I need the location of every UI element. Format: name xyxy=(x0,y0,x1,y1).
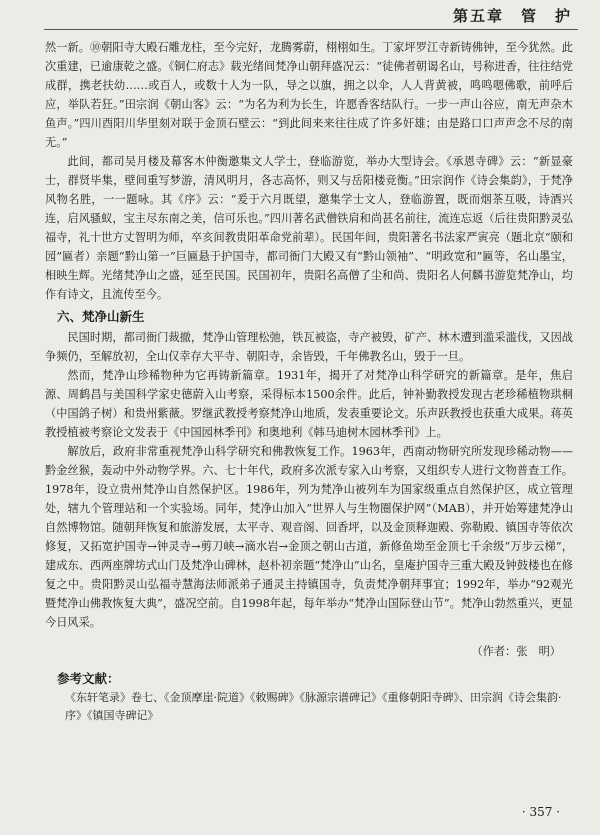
body-paragraph: 民国时期，都司衙门裁撤，梵净山管理松弛，铁瓦被盗，寺产被毁，矿产、林木遭到滥采滥伐，又因战争频仍，至解放初，全山仅幸存大平寺、朝阳寺，余皆毁，千年佛教名山，毁于一旦。 xyxy=(45,331,573,363)
page-number: · 357 · xyxy=(521,805,560,819)
body-paragraph: 然而，梵净山珍稀物种为它再铸新篇章。1931年，揭开了对梵净山科学研究的新篇章。是年，焦启源、周鹤昌与美国科学家史德蔚入山考察，采得标本1500余件。此后，钟补勤教授发现古老珍稀植物珙桐（中国鸽子树）和贵州紫薇。罗继武教授考察梵净山地质，发表重要论文。乐声跃教授也获重大成果。蒋英教授植被考察论文发表于《中国园林季刊》和奥地利《韩马迪树木园林季刊》上。 xyxy=(45,369,573,439)
body-paragraph: 解放后，政府非常重视梵净山科学研究和佛教恢复工作。1963年，西南动物研究所发现珍稀动物——黔金丝猴，轰动中外动物学界。六、七十年代，政府多次派专家入山考察，又组织专人进行文物普查工作。1978年，设立贵州梵净山自然保护区。1986年，列为梵净山被列车为国家级重点自然保护区，成立管理处，辖九个管理站和一个实验场。同年，梵净山加入“世界人与生物圈保护网”（MAB），并开始筹建梵净山自然博物馆。随朝拜恢复和旅游发展，太平寺、观音阁、回香坪，以及金顶释迦殿、弥勒殿、镇国寺等依次修复，又拓宽护国寺→钟灵寺→剪刀峡→滴水岩→金顶之朝山古道，新修鱼坳至金顶七千余级“万步云梯”，建成东、西两座牌坊式山门及梵净山碑林，赵朴初亲题“梵净山”山名，皇庵护国寺三重大殿及钟鼓楼也在修复之中。贵阳黔灵山弘福寺慧海法师派弟子通灵主持镇国寺，负责梵净朝拜事宜；1992年，举办“92观光暨梵净山佛教恢复大典”，盛况空前。自1998年起，每年举办“梵净山国际登山节”。梵净山勃然重兴，更显今日风采。 xyxy=(45,445,573,629)
body-paragraph: 然一新。⑩朝阳寺大殿石雕龙柱，至今完好，龙腾雾蔚，栩栩如生。丁家坪罗江寺新铸佛钟，至今犹然。此次重建，已逾康乾之盛。《铜仁府志》载光绪间梵净山朝拜盛况云：“徒佛者朝谒名山，号称进香，往往结党成群，携老扶幼……或百人，或数十人为一队，导之以旗，拥之以伞，人人背黄被，鸣鸣嗯佛歌，前呼后应，举队若狂。”田宗润《朝山客》云：“为名为利为长生，许愿香客结队行。一步一声山谷应，南无声杂木鱼声。”四川酉阳川华里刻对联于金顶石壁云：“到此间来来往往成了许多奸雄；由是路口口声声念不尽的南无。” xyxy=(45,41,573,149)
body-paragraph: 此间，都司吴月楼及幕客木仲衡邀集文人学士，登临游览，举办大型诗会。《承恩寺碑》云：“新显豪士，群贤毕集，壁间重写梦游，清风明月，各志高怀，则又与岳阳楼竞衡。”田宗润作《诗会集韵》，于梵净风物名胜，一一题咏。其《序》云：“爰于六月既望，邀集学士文人，登临游置，既而烟茶互吸，诗酒兴连，启风骚蚁，宝主尽东南之美，信可乐也。”四川著名武僧铁肩和尚甚名前往，流连忘返（后往贵阳黔灵弘福寺，礼十世方丈智明为师，卒亥间教贵阳革命党前辈）。民国年间，贵阳著名书法家严寅亮（题北京“颐和园”匾者）亲题“黔山第一”巨匾悬于护国寺，都司衙门大殿又有“黔山领袖”、“明政宽和”匾等，名山墨宝，相映生辉。光绪梵净山之盛，延至民国。民国初年，贵阳名高僧了尘和尚、贵阳名人何麟书游览梵净山，均作有诗文，且流传至今。 xyxy=(45,155,573,301)
chapter-title: 第五章 管 护 xyxy=(452,7,572,25)
references-list: 《东轩笔录》卷七、《金顶摩崖·院道》《敕赐碑》《脉源宗谱碑记》《重修朝阳寺碑》、田宗润《诗会集韵·序》《镇国寺碑记》 xyxy=(65,691,562,722)
header-rule xyxy=(44,29,578,30)
references-heading: 参考文献： xyxy=(57,671,120,686)
page-header xyxy=(0,0,600,34)
article-body xyxy=(45,38,573,725)
section-heading: 六、梵净山新生 xyxy=(57,309,145,324)
author-credit: （作者：张 明） xyxy=(471,645,561,658)
